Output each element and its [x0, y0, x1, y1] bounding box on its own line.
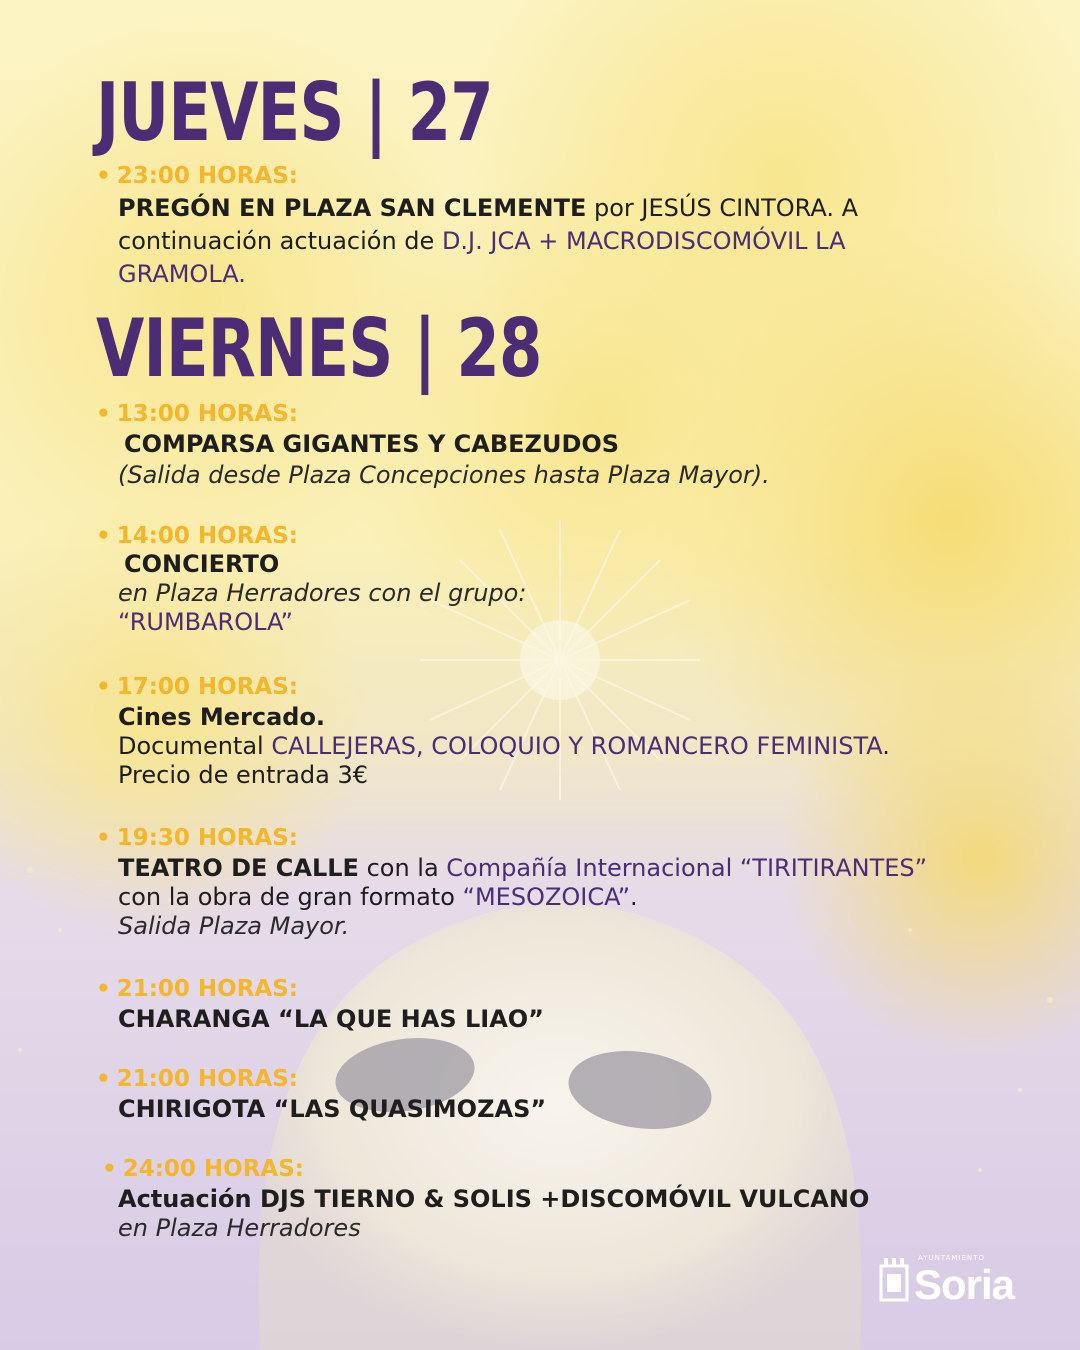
logo-text: Soria [914, 1261, 1015, 1308]
event-viernes-1400 [96, 522, 956, 637]
event-extra: “RUMBAROLA” [118, 608, 293, 636]
event-detail: Documental CALLEJERAS, COLOQUIO Y ROMANCERO FEMINISTA. [118, 732, 890, 760]
event-time: • 21:00 HORAS: [96, 1066, 298, 1092]
coat-of-arms-icon [878, 1256, 910, 1304]
event-extra: Salida Plaza Mayor. [118, 912, 350, 940]
event-detail: con la obra de gran formato “MESOZOICA”. [118, 883, 638, 911]
event-time: • 19:30 HORAS: [96, 825, 298, 851]
event-title: Cines Mercado. [118, 703, 326, 731]
event-title: CHARANGA “LA QUE HAS LIAO” [118, 1005, 544, 1033]
event-title: CONCIERTO [124, 550, 280, 578]
event-viernes-2100-charanga [96, 975, 956, 1034]
event-detail: en Plaza Herradores [118, 1214, 361, 1242]
event-time: • 24:00 HORAS: [102, 1156, 304, 1182]
event-title: TEATRO DE CALLE con la Compañía Internacional “TIRITIRANTES” [118, 854, 928, 882]
event-jueves-2300 [96, 162, 956, 289]
event-viernes-1700 [96, 673, 956, 790]
event-time: • 21:00 HORAS: [96, 976, 298, 1002]
event-line: GRAMOLA. [118, 260, 246, 288]
event-viernes-1300 [96, 400, 956, 490]
event-extra: Precio de entrada 3€ [118, 761, 369, 789]
day-title-viernes: VIERNES | 28 [96, 302, 542, 395]
logo-small-text: AYUNTAMIENTO [918, 1254, 985, 1262]
bullet-icon: • [96, 163, 111, 189]
event-line: PREGÓN EN PLAZA SAN CLEMENTE por JESÚS CINTORA. A [118, 194, 859, 222]
event-time: • 17:00 HORAS: [96, 674, 298, 700]
day-title-jueves: JUEVES | 27 [96, 66, 493, 159]
event-time: • 13:00 HORAS: [96, 401, 298, 427]
event-viernes-2400 [102, 1155, 962, 1243]
soria-logo [878, 1252, 1038, 1308]
event-title: CHIRIGOTA “LAS QUASIMOZAS” [118, 1095, 547, 1123]
event-title: Actuación DJS TIERNO & SOLIS +DISCOMÓVIL VULCANO [118, 1185, 870, 1213]
event-detail: en Plaza Herradores con el grupo: [118, 579, 527, 607]
event-time: • 23:00 HORAS: [96, 163, 298, 189]
event-viernes-1930 [96, 824, 956, 941]
event-line: continuación actuación de D.J. JCA + MACRODISCOMÓVIL LA [118, 227, 846, 255]
event-time: • 14:00 HORAS: [96, 523, 298, 549]
event-detail: (Salida desde Plaza Concepciones hasta Plaza Mayor). [118, 461, 770, 489]
event-viernes-2100-chirigota [96, 1065, 956, 1124]
event-title: COMPARSA GIGANTES Y CABEZUDOS [124, 430, 620, 458]
